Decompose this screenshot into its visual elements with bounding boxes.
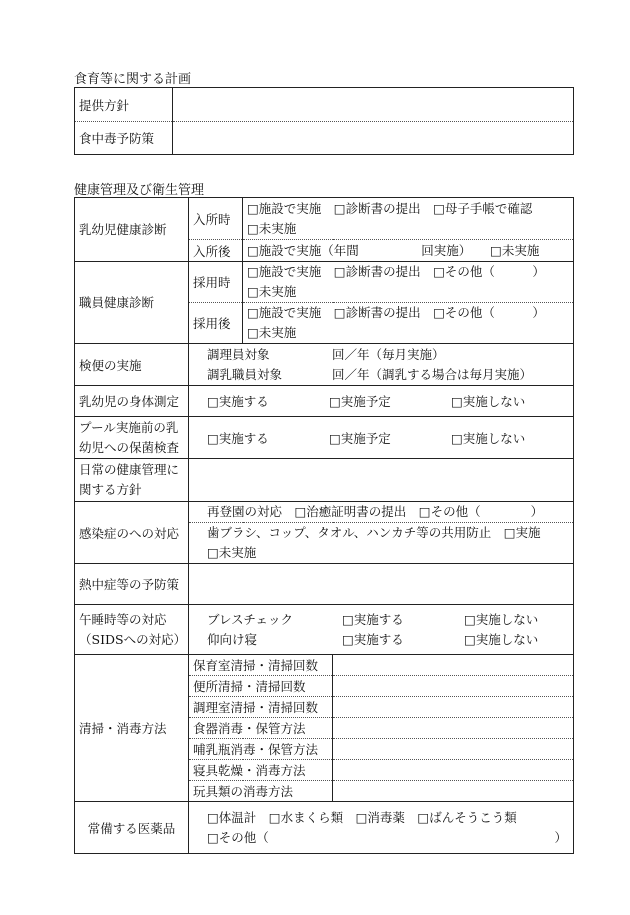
stool-test-cook[interactable]: 調理員対象 回／年（毎月実施） xyxy=(207,346,445,362)
nap-supine-opt-no[interactable]: □実施しない xyxy=(464,631,539,647)
daily-health-value-cell[interactable] xyxy=(189,459,574,502)
label-admit-time: 入所時 xyxy=(189,198,243,240)
food-poisoning-value-cell[interactable] xyxy=(173,122,574,155)
infection-return-options[interactable]: 再登園の対応 □治癒証明書の提出 □その他（ ） xyxy=(207,504,544,519)
cleaning-item: 保育室清掃・清掃回数 xyxy=(189,655,333,676)
cleaning-value-cell[interactable] xyxy=(333,697,574,718)
label-after-hire: 採用後 xyxy=(189,303,243,344)
cleaning-item: 調理室清掃・清掃回数 xyxy=(189,697,333,718)
cleaning-value-cell[interactable] xyxy=(333,718,574,739)
label-heatstroke: 熱中症等の予防策 xyxy=(75,564,189,605)
label-hire-time: 採用時 xyxy=(189,262,243,303)
label-pool-check: プール実施前の乳幼児への保菌検査 xyxy=(75,417,189,459)
label-stool-test: 検便の実施 xyxy=(75,344,189,386)
row-label-policy: 提供方針 xyxy=(75,88,173,122)
nap-supine-opt-do[interactable]: □実施する xyxy=(342,631,404,647)
body-measure-opt-do[interactable]: □実施する xyxy=(207,394,269,409)
cleaning-value-cell[interactable] xyxy=(333,655,574,676)
label-infant-checkup: 乳幼児健康診断 xyxy=(75,198,189,262)
after-hire-not-done[interactable]: □未実施 xyxy=(247,325,297,340)
food-education-table xyxy=(74,87,574,155)
nap-supine-label: 仰向け寝 xyxy=(207,631,258,647)
heatstroke-value-cell[interactable] xyxy=(189,564,574,605)
pool-check-opt-plan[interactable]: □実施予定 xyxy=(329,430,391,446)
pool-check-opt-no[interactable]: □実施しない xyxy=(451,430,526,446)
cleaning-value-cell[interactable] xyxy=(333,676,574,697)
medicine-other-close-paren: ） xyxy=(554,829,567,845)
nap-breath-opt-do[interactable]: □実施する xyxy=(342,611,404,627)
label-body-measure: 乳幼児の身体測定 xyxy=(75,386,189,417)
cleaning-item: 寝具乾燥・消毒方法 xyxy=(189,760,333,781)
body-measure-opt-no[interactable]: □実施しない xyxy=(451,394,526,409)
infection-not-done[interactable]: □未実施 xyxy=(207,545,257,560)
hire-time-options[interactable]: □施設で実施 □診断書の提出 □その他（ ） xyxy=(247,264,545,279)
label-staff-checkup: 職員健康診断 xyxy=(75,262,189,344)
cleaning-item: 哺乳瓶消毒・保管方法 xyxy=(189,739,333,760)
label-infection: 感染症のへの対応 xyxy=(75,502,189,564)
hire-time-not-done[interactable]: □未実施 xyxy=(247,284,297,299)
section-title-health-hygiene: 健康管理及び衛生管理 xyxy=(74,183,205,198)
health-hygiene-table xyxy=(74,197,574,854)
cleaning-value-cell[interactable] xyxy=(333,760,574,781)
nap-breath-check-label: ブレスチェック xyxy=(207,611,294,627)
label-daily-health: 日常の健康管理に関する方針 xyxy=(75,459,189,502)
admit-time-options[interactable]: □施設で実施 □診断書の提出 □母子手帳で確認 xyxy=(247,200,533,216)
pool-check-opt-do[interactable]: □実施する xyxy=(207,430,269,446)
after-hire-options[interactable]: □施設で実施 □診断書の提出 □その他（ ） xyxy=(247,305,545,320)
row-label-food-poisoning: 食中毒予防策 xyxy=(75,122,173,155)
nap-breath-opt-no[interactable]: □実施しない xyxy=(464,611,539,627)
medicine-options[interactable]: □体温計 □水まくら類 □消毒薬 □ばんそうこう類 xyxy=(207,809,517,825)
cleaning-value-cell[interactable] xyxy=(333,739,574,760)
stool-test-formula-staff[interactable]: 調乳職員対象 回／年（調乳する場合は毎月実施） xyxy=(207,366,533,382)
medicine-other[interactable]: □その他（ xyxy=(207,829,269,845)
label-after-admit: 入所後 xyxy=(189,240,243,262)
label-nap-sids: 午睡時等の対応（SIDSへの対応） xyxy=(75,605,189,655)
after-admit-options[interactable]: □施設で実施（年間 回実施） □未実施 xyxy=(247,242,540,258)
cleaning-item: 食器消毒・保管方法 xyxy=(189,718,333,739)
section-title-food-education: 食育等に関する計画 xyxy=(74,72,192,87)
infection-shared-items[interactable]: 歯ブラシ、コップ、タオル、ハンカチ等の共用防止 □実施 xyxy=(207,525,541,540)
admit-time-not-done[interactable]: □未実施 xyxy=(247,220,297,236)
policy-value-cell[interactable] xyxy=(173,88,574,122)
label-cleaning: 清掃・消毒方法 xyxy=(75,655,189,802)
cleaning-item: 便所清掃・清掃回数 xyxy=(189,676,333,697)
label-medicine: 常備する医薬品 xyxy=(75,802,189,854)
cleaning-value-cell[interactable] xyxy=(333,781,574,802)
cleaning-item: 玩具類の消毒方法 xyxy=(189,781,333,802)
body-measure-opt-plan[interactable]: □実施予定 xyxy=(329,394,391,409)
